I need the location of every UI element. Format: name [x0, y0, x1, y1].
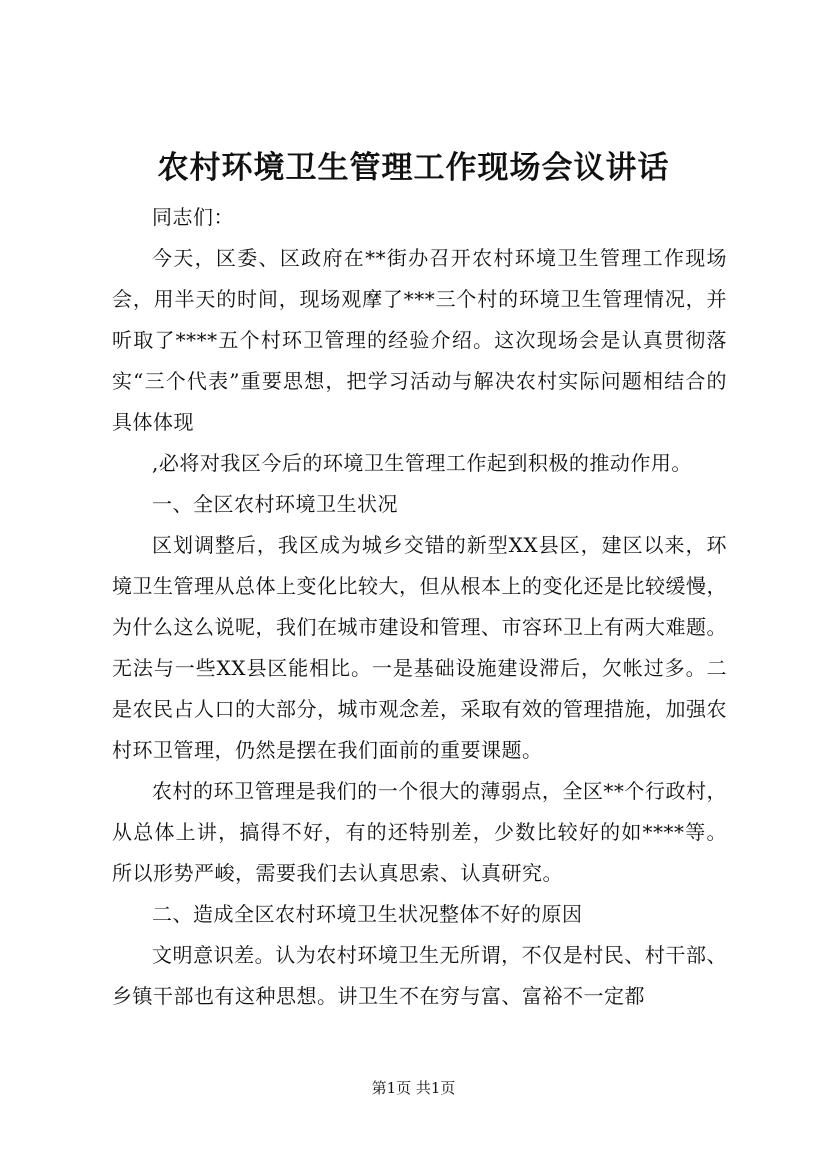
paragraph-section-1-b: 农村的环卫管理是我们的一个很大的薄弱点，全区**个行政村，从总体上讲，搞得不好，有的还特别差，少数比较好的如****等。所以形势严峻，需要我们去认真思索、认真研究。: [112, 779, 727, 885]
document-title: 农村环境卫生管理工作现场会议讲话: [157, 150, 670, 186]
section-heading-2: 二、造成全区农村环境卫生状况整体不好的原因: [152, 902, 583, 926]
paragraph-intro: 今天，区委、区政府在**街办召开农村环境卫生管理工作现场会，用半天的时间，现场观摩了***三个村的环境卫生管理情况，并听取了****五个村环卫管理的经验介绍。这次现场会是认真贯彻落实“三个代表”重要思想，把学习活动与解决农村实际问题相结合的具体体现: [112, 246, 727, 434]
document-body: [112, 197, 727, 1017]
paragraph-section-2-a: 文明意识差。认为农村环境卫生无所谓，不仅是村民、村干部、乡镇干部也有这种思想。讲卫生不在穷与富、富裕不一定都: [112, 943, 727, 1008]
paragraph-section-1-a: 区划调整后，我区成为城乡交错的新型XX县区，建区以来，环境卫生管理从总体上变化比较大，但从根本上的变化还是比较缓慢，为什么这么说呢，我们在城市建设和管理、市容环卫上有两大难题。无法与一些XX县区能相比。一是基础设施建设滞后，欠帐过多。二是农民占人口的大部分，城市观念差，采取有效的管理措施，加强农村环卫管理，仍然是摆在我们面前的重要课题。: [112, 533, 727, 762]
page-number-label: 第1页 共1页: [371, 1079, 456, 1097]
paragraph-intro-continuation: ,必将对我区今后的环境卫生管理工作起到积极的推动作用。: [152, 451, 692, 475]
section-heading-1: 一、全区农村环境卫生状况: [152, 492, 398, 516]
page-footer: [0, 1078, 827, 1098]
paragraph-greeting: 同志们：: [152, 205, 234, 229]
